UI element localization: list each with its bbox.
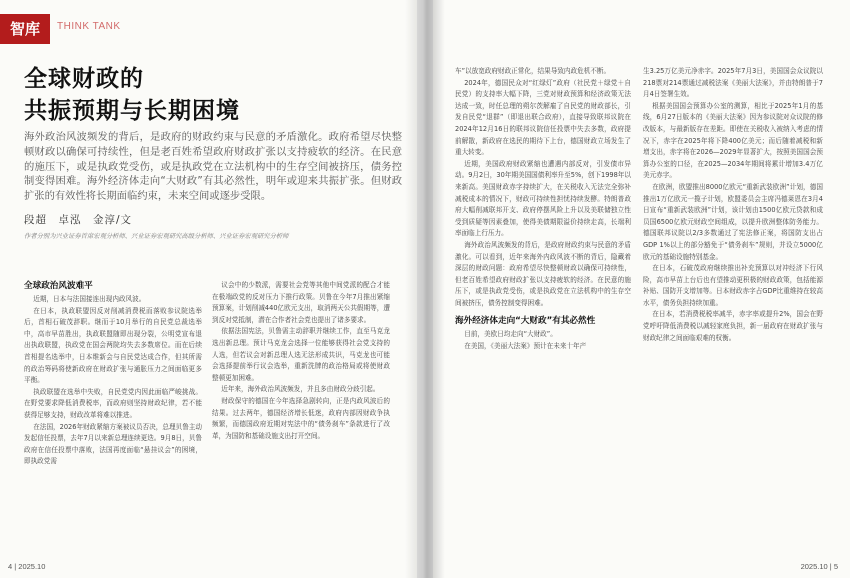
paragraph: 生3.25万亿美元净赤字。2025年7月3日，美国国会众议院以218票对214票通过减税法案《美丽大法案》，并由特朗普于7月4日签署生效。 <box>643 67 823 99</box>
author-note: 作者分别为兴业证券首席宏观分析师、兴业证券宏观研究高级分析师、兴业证券宏观研究分析师 <box>24 233 289 240</box>
article-title <box>24 63 240 127</box>
right-column-1 <box>455 66 631 552</box>
paragraph: 议会中的少数派，需要社会党等其他中间党派的配合才能在极端政党的反对压力下推行政策。贝鲁在今年7月推出紧缩预算案，计划削减440亿欧元支出，取消两天公共假期等，遭到反对党抵制，潜在合作者社会党也提出了诸多要求。 <box>212 281 390 324</box>
paragraph: 在法国，2026年财政紧缩方案被议员否决，总理贝鲁主动发起信任投票，去年7月以来新总理连续更迭。9月8日，贝鲁政府在信任投票中落败，法国再度面临“悬挂议会”的困境，即执政党需 <box>24 422 202 466</box>
paragraph: 在美国，《美丽大法案》预计在未来十年产 <box>464 342 587 351</box>
paragraph: 在欧洲，欧盟推出8000亿欧元“重新武装欧洲”计划，德国推出1万亿欧元一揽子计划，欧盟委员会主席冯德莱恩在3月4日宣布“重新武装欧洲”计划，该计划由1500亿欧元贷款和成员国6500亿欧元财政空间组成，以提升欧洲整体防务能力。德国联邦议院以2/3多数通过了宪法修正案，将国防支出占GDP 1%以上的部分豁免于“债务刹车”规则，并设立5000亿欧元的基础设施特别基金。 <box>643 182 823 261</box>
paragraph: 近期，日本与法国接连出现内政风波。 <box>33 295 146 303</box>
paragraph: 财政保守的德国在今年选择急剧转向，正是内政风波后的结果。过去两年，德国经济增长低迷，政府内部因财政争执频繁，而德国政府近期对宪法中的“债务刹车”条款进行了改革，为国防和基础设施支出打开空间。 <box>212 396 390 440</box>
paragraph: 在日本，执政联盟因反对削减消费税而落败参议院选举后，首相石破茂辞职。继而于10月举行的自民党总裁选举中，高市早苗胜出，执政联盟随即出现分裂，公明党宣布退出执政联盟，执政党在国会两院均失去多数席位。而在后续首相提名选举中，日本维新会与自民党达成合作，但其所需的政治筹码将使新政府在财政扩张与通胀压力之间面临更多平衡。 <box>24 306 202 385</box>
section-heading: 全球政治风波难平 <box>24 281 93 291</box>
left-column-1 <box>24 280 202 552</box>
paragraph: 近年来，海外政治风波频发，并且多由财政分歧引起。 <box>221 385 380 394</box>
title-line-2: 共振预期与长期困境 <box>24 98 240 124</box>
section-heading-2: 海外经济体走向“大财政”有其必然性 <box>455 316 596 327</box>
paragraph: 在日本，若消费税税率减半，赤字率或提升2%，国会在野党呼吁降低消费税以减轻家庭负担，新一届政府在财政扩张与财政纪律之间面临艰难的权衡。 <box>643 310 823 342</box>
section-tab: 智库 <box>0 14 50 44</box>
page-number-left: 4 | 2025.10 <box>8 562 46 571</box>
paragraph: 执政联盟在选举中失败，自民党党内因此面临严峻挑战。在野党要求降低消费税率，而政府则坚持财政纪律，若不能获得足够支持，财政改革将难以推进。 <box>24 387 202 419</box>
paragraph: 车”以放宽政府财政正常化，结果导致内政危机不断。 <box>455 67 611 75</box>
left-page <box>0 0 417 578</box>
paragraph: 根据美国国会预算办公室的测算，相比于2025年1月的基线，6月27日版本的《美丽大法案》因为参议院对众议院的修改版本，与最新版存在差距。即使在关税收入被纳入考虑的情况下，赤字在2025年将下降400亿美元；而后随着减税和新增支出，赤字将在2026—2029年显著扩大，按照美国国会预算办公室的口径，在2025—2034年期间将累计增加3.4万亿美元赤字。 <box>643 101 823 180</box>
right-page <box>433 0 850 578</box>
paragraph: 目前，美欧日均走向“大财政”。 <box>464 330 557 339</box>
paragraph: 2024年，德国民众对“红绿灯”政府（社民党＋绿党＋自民党）的支持率大幅下降，三党对财政预算和经济政策无法达成一致，时任总理的朔尔茨解雇了自民党的财政部长，引发自民党“退群”（即退出联合政府），直接导致联邦议院在2024年12月16日的联邦议院信任投票中失去多数，政府提前解散，新政府在选民的期待下上台，德国财政立场发生了重大转变。 <box>455 78 631 157</box>
authors: 段超 卓泓 金淳/文 <box>24 214 133 226</box>
section-label-en: THINK TANK <box>57 21 121 32</box>
left-column-2 <box>212 280 390 552</box>
paragraph: 在日本，石破茂政府继续推出补充预算以对冲经济下行风险，高市早苗上台后也有望推动更积极的财政政策，包括能源补贴、国防开支增加等。日本财政赤字占GDP比重维持在较高水平，债务负担持续加重。 <box>643 264 823 307</box>
spine-shadow <box>405 0 445 578</box>
title-line-1: 全球财政的 <box>24 66 144 92</box>
page-number-right: 2025.10 | 5 <box>800 562 838 571</box>
paragraph: 海外政治风波频发的背后，是政府财政约束与民意的矛盾激化。可以看到，近年来海外内政风波不断的背后，隐藏着深层的财政问题：政府希望尽快整顿财政以确保可持续性，但老百姓希望政府财政扩张以支持疲软的经济。在民意的施压下，或是执政党受伤，或是执政党在立法机构中的生存空间被挤压，债务控制变得困难。 <box>455 240 631 307</box>
paragraph: 近期，美国政府财政紧缩也遭遇内部反对，引发债市异动。9月2日，30年期美国国债利率升至5%，创下1998年以来新高。美国财政赤字持续扩大，在关税收入无法完全弥补减税成本的情况下，财政可持续性担忧持续发酵。特朗普政府大幅削减联邦开支、政府停摆风险上升以及美联储独立性受到质疑等因素叠加，使得美债期限溢价持续走高，长端利率面临上行压力。 <box>455 159 631 238</box>
article-lead: 海外政治风波频发的背后，是政府的财政约束与民意的矛盾激化。政府希望尽快整顿财政以确保可持续性，但是老百姓希望政府财政扩张以支持疲软的经济。在民意的施压下，或是执政党受伤，或是执政党在立法机构中的生存空间被挤压，债务控制变得困难。海外经济体走向“大财政”有其必然性，明年或迎来共振扩张。但财政扩张的有效性将长期面临约束，未来空间或逐步受限。 <box>24 131 402 203</box>
paragraph: 依据法国宪法，贝鲁需主动辞职并继续工作，直至马克龙选出新总理。预计马克龙会选择一位能够获得社会党支持的人选，但若议会对新总理人选无法形成共识，马克龙也可能会选择提前举行议会选举，重新洗牌的政治格局或将使财政整顿更加困难。 <box>212 327 390 382</box>
right-column-2 <box>643 66 823 552</box>
